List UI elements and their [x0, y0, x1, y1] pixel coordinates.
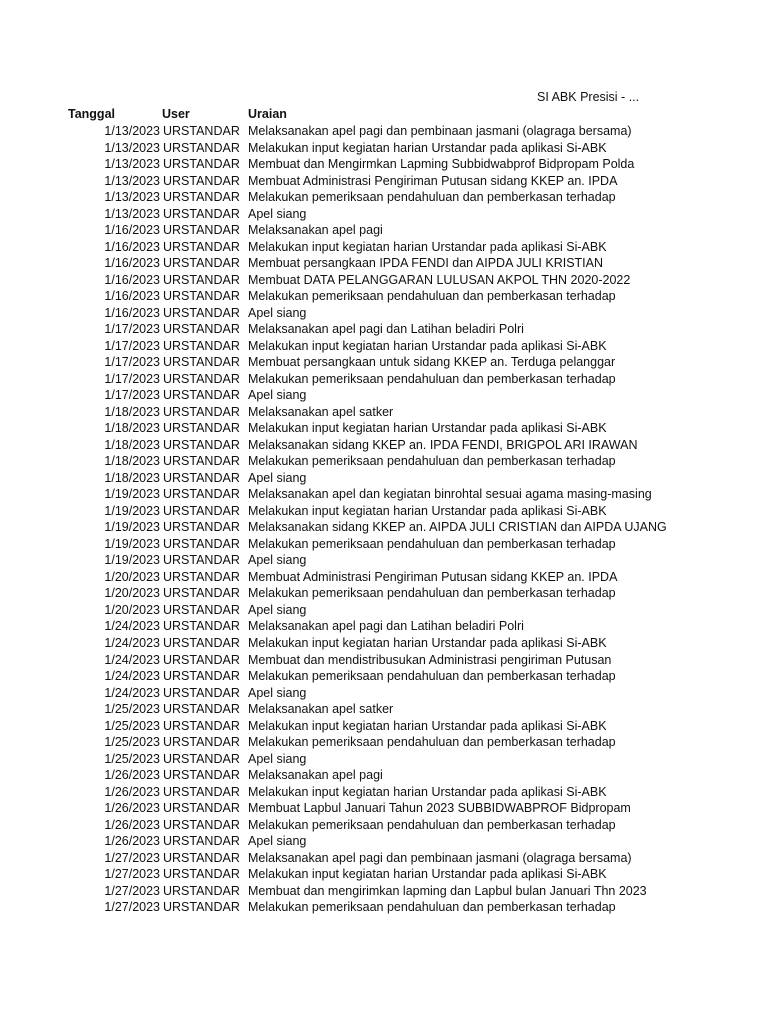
- cell-date: 1/18/2023: [104, 470, 160, 485]
- table-header: [0, 106, 768, 123]
- cell-description: Melaksanakan apel satker: [248, 702, 394, 717]
- cell-date: 1/27/2023: [104, 867, 160, 882]
- cell-user: URSTANDAR: [163, 140, 240, 155]
- cell-user: URSTANDAR: [163, 239, 240, 254]
- cell-user: URSTANDAR: [163, 602, 240, 617]
- cell-user: URSTANDAR: [163, 900, 240, 915]
- cell-date: 1/16/2023: [104, 305, 160, 320]
- table-row: [0, 751, 768, 768]
- cell-user: URSTANDAR: [163, 536, 240, 551]
- cell-user: URSTANDAR: [163, 652, 240, 667]
- table-row: [0, 850, 768, 867]
- cell-description: Membuat dan Mengirmkan Lapming Subbidwabprof Bidpropam Polda: [248, 157, 635, 172]
- cell-date: 1/26/2023: [104, 801, 160, 816]
- cell-date: 1/25/2023: [104, 702, 160, 717]
- table-row: [0, 338, 768, 355]
- cell-description: Melaksanakan sidang KKEP an. IPDA FENDI, BRIGPOL ARI IRAWAN: [248, 437, 638, 452]
- table-row: [0, 800, 768, 817]
- table-row: [0, 685, 768, 702]
- cell-date: 1/24/2023: [104, 635, 160, 650]
- cell-user: URSTANDAR: [163, 124, 240, 138]
- table-row: [0, 404, 768, 421]
- cell-description: Melakukan input kegiatan harian Urstandar pada aplikasi Si-ABK: [248, 718, 607, 733]
- cell-description: Apel siang: [248, 206, 307, 221]
- table-row: [0, 156, 768, 173]
- cell-description: Membuat dan mendistribusukan Administrasi pengiriman Putusan: [248, 652, 612, 667]
- cell-user: URSTANDAR: [163, 850, 240, 865]
- table-row: [0, 536, 768, 553]
- cell-description: Membuat DATA PELANGGARAN LULUSAN AKPOL THN 2020-2022: [248, 272, 631, 287]
- cell-user: URSTANDAR: [163, 272, 240, 287]
- cell-date: 1/26/2023: [104, 784, 160, 799]
- cell-user: URSTANDAR: [163, 256, 240, 271]
- cell-description: Apel siang: [248, 388, 307, 403]
- table-row: [0, 767, 768, 784]
- cell-user: URSTANDAR: [163, 503, 240, 518]
- cell-date: 1/13/2023: [104, 140, 160, 155]
- cell-description: Melakukan pemeriksaan pendahuluan dan pemberkasan terhadap: [248, 190, 616, 205]
- cell-date: 1/24/2023: [104, 685, 160, 700]
- cell-description: Apel siang: [248, 305, 307, 320]
- cell-date: 1/19/2023: [104, 503, 160, 518]
- table-row: [0, 371, 768, 388]
- cell-user: URSTANDAR: [163, 520, 240, 535]
- cell-description: Melakukan input kegiatan harian Urstandar pada aplikasi Si-ABK: [248, 784, 607, 799]
- cell-user: URSTANDAR: [163, 338, 240, 353]
- table-row: [0, 222, 768, 239]
- table-row: [0, 486, 768, 503]
- cell-user: URSTANDAR: [163, 817, 240, 832]
- table-row: [0, 239, 768, 256]
- cell-description: Membuat persangkaan untuk sidang KKEP an. Terduga pelanggar: [248, 355, 616, 370]
- table-row: [0, 206, 768, 223]
- cell-user: URSTANDAR: [163, 586, 240, 601]
- cell-date: 1/27/2023: [104, 850, 160, 865]
- table-row: [0, 618, 768, 635]
- table-row: [0, 140, 768, 157]
- cell-user: URSTANDAR: [163, 157, 240, 172]
- cell-user: URSTANDAR: [163, 223, 240, 238]
- cell-description: Melakukan input kegiatan harian Urstandar pada aplikasi Si-ABK: [248, 635, 607, 650]
- cell-user: URSTANDAR: [163, 322, 240, 337]
- cell-date: 1/13/2023: [104, 157, 160, 172]
- cell-date: 1/18/2023: [104, 404, 160, 419]
- table-row: [0, 272, 768, 289]
- table-row: [0, 437, 768, 454]
- table-row: [0, 602, 768, 619]
- cell-user: URSTANDAR: [163, 867, 240, 882]
- cell-user: URSTANDAR: [163, 801, 240, 816]
- cell-description: Melaksanakan apel pagi: [248, 223, 383, 238]
- cell-description: Membuat Administrasi Pengiriman Putusan sidang KKEP an. IPDA: [248, 569, 618, 584]
- cell-date: 1/19/2023: [104, 553, 160, 568]
- table-row: [0, 387, 768, 404]
- cell-user: URSTANDAR: [163, 388, 240, 403]
- cell-user: URSTANDAR: [163, 635, 240, 650]
- cell-user: URSTANDAR: [163, 305, 240, 320]
- cell-user: URSTANDAR: [163, 190, 240, 205]
- cell-date: 1/19/2023: [104, 536, 160, 551]
- cell-user: URSTANDAR: [163, 454, 240, 469]
- cell-user: URSTANDAR: [163, 289, 240, 304]
- cell-description: Membuat Administrasi Pengiriman Putusan sidang KKEP an. IPDA: [248, 173, 618, 188]
- cell-date: 1/17/2023: [104, 371, 160, 386]
- cell-date: 1/26/2023: [104, 834, 160, 849]
- cell-date: 1/19/2023: [104, 487, 160, 502]
- cell-description: Apel siang: [248, 602, 307, 617]
- table-row: [0, 899, 768, 916]
- table-row: [0, 453, 768, 470]
- cell-user: URSTANDAR: [163, 487, 240, 502]
- table-row: [0, 552, 768, 569]
- cell-description: Melakukan pemeriksaan pendahuluan dan pemberkasan terhadap: [248, 735, 616, 750]
- cell-description: Melakukan input kegiatan harian Urstandar pada aplikasi Si-ABK: [248, 503, 607, 518]
- cell-description: Melakukan pemeriksaan pendahuluan dan pemberkasan terhadap: [248, 454, 616, 469]
- cell-date: 1/26/2023: [104, 817, 160, 832]
- cell-user: URSTANDAR: [163, 768, 240, 783]
- cell-user: URSTANDAR: [163, 371, 240, 386]
- cell-date: 1/24/2023: [104, 652, 160, 667]
- cell-description: Melakukan input kegiatan harian Urstandar pada aplikasi Si-ABK: [248, 140, 607, 155]
- cell-date: 1/16/2023: [104, 272, 160, 287]
- cell-date: 1/19/2023: [104, 520, 160, 535]
- cell-date: 1/17/2023: [104, 355, 160, 370]
- cell-description: Melaksanakan apel dan kegiatan binrohtal sesuai agama masing-masing: [248, 487, 652, 502]
- cell-description: Melakukan pemeriksaan pendahuluan dan pemberkasan terhadap: [248, 900, 616, 915]
- cell-user: URSTANDAR: [163, 355, 240, 370]
- cell-description: Melakukan input kegiatan harian Urstandar pada aplikasi Si-ABK: [248, 867, 607, 882]
- table-row: [0, 321, 768, 338]
- cell-date: 1/13/2023: [104, 173, 160, 188]
- cell-user: URSTANDAR: [163, 735, 240, 750]
- table-row: [0, 503, 768, 520]
- cell-user: URSTANDAR: [163, 553, 240, 568]
- cell-date: 1/18/2023: [104, 437, 160, 452]
- cell-user: URSTANDAR: [163, 437, 240, 452]
- column-header-date: Tanggal: [68, 107, 115, 121]
- table-row: [0, 817, 768, 834]
- table-row: [0, 866, 768, 883]
- cell-user: URSTANDAR: [163, 784, 240, 799]
- cell-date: 1/17/2023: [104, 338, 160, 353]
- cell-date: 1/20/2023: [104, 569, 160, 584]
- table-row: [0, 354, 768, 371]
- cell-date: 1/25/2023: [104, 751, 160, 766]
- table-row: [0, 189, 768, 206]
- cell-description: Melaksanakan apel satker: [248, 404, 394, 419]
- cell-date: 1/17/2023: [104, 322, 160, 337]
- cell-description: Melaksanakan apel pagi dan Latihan beladiri Polri: [248, 619, 524, 634]
- activity-table: [0, 123, 768, 916]
- table-row: [0, 519, 768, 536]
- cell-user: URSTANDAR: [163, 470, 240, 485]
- cell-date: 1/13/2023: [104, 124, 160, 138]
- cell-date: 1/27/2023: [104, 883, 160, 898]
- cell-description: Melakukan pemeriksaan pendahuluan dan pemberkasan terhadap: [248, 289, 616, 304]
- cell-description: Melakukan input kegiatan harian Urstandar pada aplikasi Si-ABK: [248, 421, 607, 436]
- cell-user: URSTANDAR: [163, 669, 240, 684]
- table-row: [0, 635, 768, 652]
- table-row: [0, 255, 768, 272]
- cell-description: Melakukan pemeriksaan pendahuluan dan pemberkasan terhadap: [248, 586, 616, 601]
- table-row: [0, 652, 768, 669]
- table-row: [0, 784, 768, 801]
- cell-user: URSTANDAR: [163, 404, 240, 419]
- table-row: [0, 470, 768, 487]
- cell-description: Apel siang: [248, 834, 307, 849]
- table-row: [0, 668, 768, 685]
- cell-user: URSTANDAR: [163, 173, 240, 188]
- cell-description: Melaksanakan apel pagi dan pembinaan jasmani (olagraga bersama): [248, 124, 632, 138]
- cell-description: Melakukan pemeriksaan pendahuluan dan pemberkasan terhadap: [248, 669, 616, 684]
- table-row: [0, 718, 768, 735]
- cell-description: Melaksanakan sidang KKEP an. AIPDA JULI CRISTIAN dan AIPDA UJANG: [248, 520, 667, 535]
- cell-user: URSTANDAR: [163, 883, 240, 898]
- cell-date: 1/18/2023: [104, 454, 160, 469]
- cell-date: 1/13/2023: [104, 206, 160, 221]
- cell-date: 1/24/2023: [104, 619, 160, 634]
- cell-date: 1/16/2023: [104, 239, 160, 254]
- cell-description: Melakukan pemeriksaan pendahuluan dan pemberkasan terhadap: [248, 371, 616, 386]
- cell-description: Melakukan input kegiatan harian Urstandar pada aplikasi Si-ABK: [248, 338, 607, 353]
- cell-description: Membuat dan mengirimkan lapming dan Lapbul bulan Januari Thn 2023: [248, 883, 647, 898]
- report-title: SI ABK Presisi - ...: [537, 90, 640, 104]
- cell-description: Melaksanakan apel pagi dan pembinaan jasmani (olagraga bersama): [248, 850, 632, 865]
- table-row: [0, 883, 768, 900]
- cell-date: 1/17/2023: [104, 388, 160, 403]
- cell-description: Melakukan input kegiatan harian Urstandar pada aplikasi Si-ABK: [248, 239, 607, 254]
- cell-description: Apel siang: [248, 470, 307, 485]
- cell-user: URSTANDAR: [163, 569, 240, 584]
- cell-description: Membuat persangkaan IPDA FENDI dan AIPDA JULI KRISTIAN: [248, 256, 604, 271]
- table-row: [0, 569, 768, 586]
- cell-date: 1/16/2023: [104, 223, 160, 238]
- table-row: [0, 585, 768, 602]
- cell-user: URSTANDAR: [163, 702, 240, 717]
- cell-date: 1/16/2023: [104, 256, 160, 271]
- cell-date: 1/16/2023: [104, 289, 160, 304]
- table-row: [0, 420, 768, 437]
- table-row: [0, 288, 768, 305]
- cell-date: 1/27/2023: [104, 900, 160, 915]
- cell-date: 1/13/2023: [104, 190, 160, 205]
- cell-date: 1/20/2023: [104, 602, 160, 617]
- table-row: [0, 173, 768, 190]
- cell-user: URSTANDAR: [163, 834, 240, 849]
- table-row: [0, 833, 768, 850]
- cell-user: URSTANDAR: [163, 206, 240, 221]
- cell-date: 1/25/2023: [104, 718, 160, 733]
- cell-description: Apel siang: [248, 751, 307, 766]
- column-header-user: User: [162, 107, 190, 121]
- cell-date: 1/18/2023: [104, 421, 160, 436]
- cell-date: 1/24/2023: [104, 669, 160, 684]
- cell-user: URSTANDAR: [163, 718, 240, 733]
- cell-description: Apel siang: [248, 685, 307, 700]
- table-row: [0, 123, 768, 140]
- cell-description: Membuat Lapbul Januari Tahun 2023 SUBBIDWABPROF Bidpropam: [248, 801, 631, 816]
- cell-user: URSTANDAR: [163, 751, 240, 766]
- cell-description: Melakukan pemeriksaan pendahuluan dan pemberkasan terhadap: [248, 536, 616, 551]
- cell-user: URSTANDAR: [163, 421, 240, 436]
- table-row: [0, 305, 768, 322]
- table-row: [0, 734, 768, 751]
- cell-description: Melaksanakan apel pagi: [248, 768, 383, 783]
- cell-user: URSTANDAR: [163, 619, 240, 634]
- table-row: [0, 701, 768, 718]
- cell-description: Apel siang: [248, 553, 307, 568]
- cell-date: 1/20/2023: [104, 586, 160, 601]
- cell-date: 1/26/2023: [104, 768, 160, 783]
- cell-description: Melakukan pemeriksaan pendahuluan dan pemberkasan terhadap: [248, 817, 616, 832]
- cell-description: Melaksanakan apel pagi dan Latihan beladiri Polri: [248, 322, 524, 337]
- column-header-description: Uraian: [248, 107, 287, 121]
- cell-user: URSTANDAR: [163, 685, 240, 700]
- cell-date: 1/25/2023: [104, 735, 160, 750]
